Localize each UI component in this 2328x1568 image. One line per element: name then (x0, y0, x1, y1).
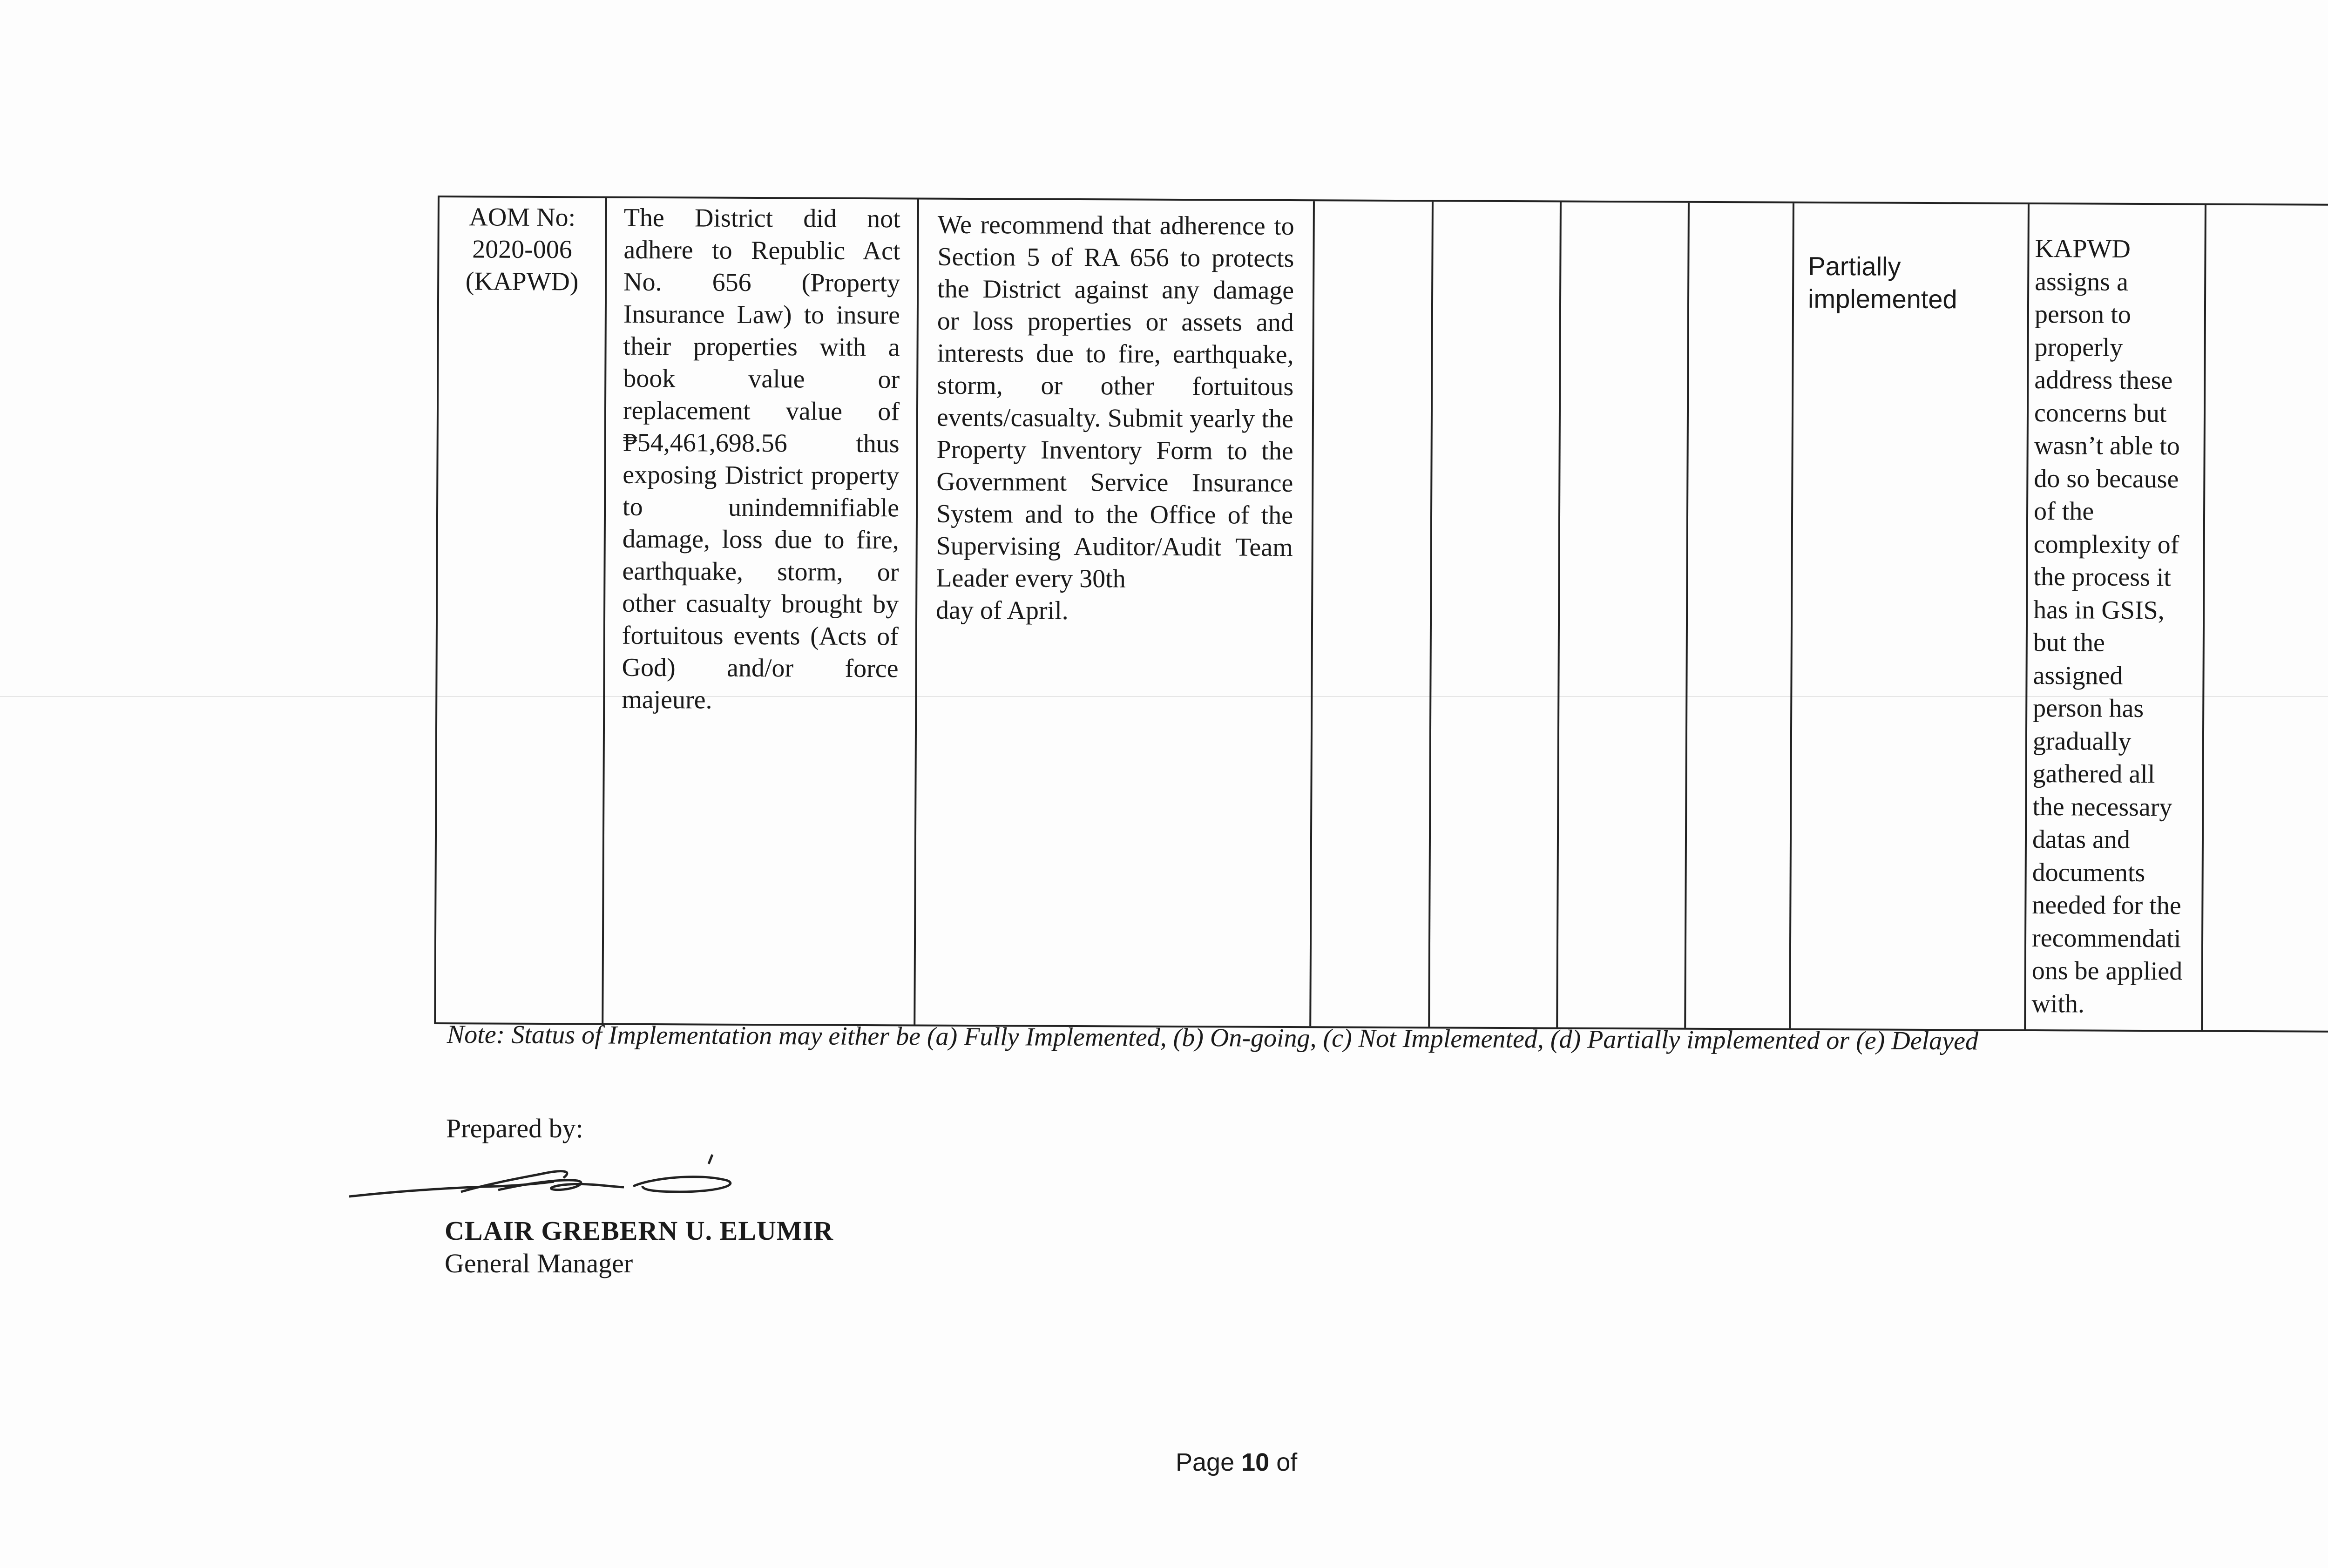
reason-text: KAPWD assigns a person to properly address these concerns but wasn’t able to do so because of the complexity of the process it has in GSIS, but the assigned person has gradually gathered all the necessary datas and documents needed for the recommendati ons be applied with. (2031, 234, 2183, 1018)
page-number: 10 (1241, 1448, 1270, 1476)
empty-cell-5 (1430, 202, 1562, 1027)
status-cell (1791, 203, 2030, 1029)
signatory-name: CLAIR GREBERN U. ELUMIR (445, 1216, 834, 1246)
audit-recommendations-table (434, 196, 2328, 1033)
reference-cell (436, 197, 607, 1023)
empty-cell-10 (2203, 205, 2328, 1031)
signatory-position: General Manager (445, 1248, 633, 1278)
page-suffix: of (1276, 1448, 1298, 1476)
page-number-footer (1176, 1448, 1297, 1477)
recommendation-text: We recommend that adherence to Section 5 of RA 656 to protects the District against any damage or loss properties or assets and interests due to fire, earthquake, storm, or other fortuitous events/casualty. Submit yearly the Property Inventory Form to the Government Service Insurance System and to the Office of the Supervising Auditor/Audit Team Leader every 30th day of April. (935, 210, 1294, 625)
page-prefix: Page (1176, 1448, 1235, 1476)
empty-cell-7 (1686, 203, 1794, 1028)
empty-cell-4 (1311, 201, 1434, 1027)
observation-text: The District did not adhere to Republic Act No. 656 (Property Insurance Law) to insure their properties with a book value or replacement value of ₱54,461,698.56 thus exposing District property to unindemnifiable damage, loss due to fire, earthquake, storm, or other casualty brought by fortuitous events (Acts of God) and/or force majeure. (622, 203, 900, 715)
observation-cell (603, 198, 919, 1025)
recommendation-cell (915, 200, 1315, 1027)
status-note: Note: Status of Implementation may either be (a) Fully Implemented, (b) On-going, (c) Not Implemented, (d) Partially implemented or (e) Delayed (447, 1020, 1979, 1056)
status-text: Partially implemented (1807, 251, 1957, 314)
reason-cell (2026, 204, 2206, 1030)
reference-text: AOM No: 2020-006 (KAPWD) (465, 203, 579, 297)
signature-image (345, 1145, 764, 1215)
prepared-by-label: Prepared by: (446, 1113, 583, 1143)
empty-cell-6 (1558, 203, 1690, 1028)
